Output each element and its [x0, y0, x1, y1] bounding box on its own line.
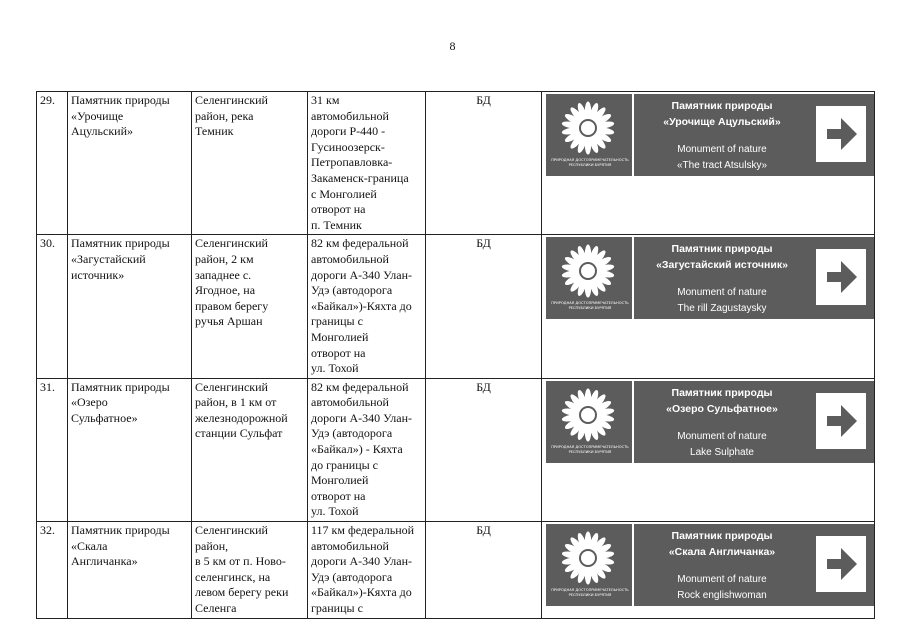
- monuments-table: [36, 91, 875, 619]
- location-cell: [192, 235, 308, 378]
- sign-name-ru: «Скала Англичанка»: [668, 546, 776, 559]
- road-description: 82 км федеральной автомобильной дороги А-340 Улан- Удэ (автодорога «Байкал»)-Кяхта до границы с Монголией отворот на ул. Тохой: [311, 236, 412, 376]
- monument-name: Памятник природы «Загустайский источник»: [71, 236, 170, 282]
- sign-emblem-caption: ПРИРОДНАЯ ДОСТОПРИМЕЧАТЕЛЬНОСТЬ РЕСПУБЛИКИ БУРЯТИЯ: [551, 444, 629, 454]
- flower-center-dot: [581, 264, 595, 278]
- sign-emblem-caption: ПРИРОДНАЯ ДОСТОПРИМЕЧАТЕЛЬНОСТЬ РЕСПУБЛИКИ БУРЯТИЯ: [551, 158, 629, 167]
- flower-center-dot: [581, 121, 595, 135]
- sign-emblem-caption: ПРИРОДНАЯ ДОСТОПРИМЕЧАТЕЛЬНОСТЬ РЕСПУБЛИКИ БУРЯТИЯ: [551, 301, 629, 311]
- monument-name: Памятник природы «Скала Англичанка»: [71, 523, 170, 569]
- sign-type: БД: [476, 236, 491, 251]
- sign-type-cell: [426, 235, 542, 378]
- sign-title-en: Monument of nature: [677, 430, 767, 442]
- sign-title-ru: Памятник природы: [671, 530, 773, 543]
- row-number-cell: [37, 235, 68, 378]
- arrow-right-icon: [816, 249, 866, 305]
- road-sign: [546, 237, 874, 319]
- table-row: [37, 235, 875, 378]
- road-cell: [308, 92, 426, 235]
- sign-name-en: «The tract Atsulsky»: [676, 160, 768, 171]
- table-row: [37, 378, 875, 521]
- sign-name-ru: «Урочище Ацульский»: [663, 116, 781, 128]
- location: Селенгинский район, река Темник: [195, 93, 268, 139]
- road-sign: [546, 94, 874, 176]
- table-row: [37, 522, 875, 619]
- location-cell: [192, 92, 308, 235]
- sign-name-ru: «Загустайский источник»: [656, 259, 788, 272]
- sign-title-ru: Памятник природы: [671, 243, 773, 256]
- road-description: 117 км федеральной автомобильной дороги А-340 Улан- Удэ (автодорога «Байкал»)-Кяхта до границы с: [311, 523, 415, 615]
- sign-type: БД: [476, 523, 491, 538]
- monument-name: Памятник природы «Урочище Ацульский»: [71, 93, 170, 139]
- sign-title-ru: Памятник природы: [671, 100, 773, 112]
- road-sign: [546, 524, 874, 606]
- road-description: 82 км федеральной автомобильной дороги А-340 Улан- Удэ (автодорога «Байкал») - Кяхта до границы с Монголией отворот на ул. Тохой: [311, 379, 412, 519]
- sign-image-cell: [542, 92, 875, 235]
- location-cell: [192, 378, 308, 521]
- monument-name-cell: [68, 235, 192, 378]
- monument-name: Памятник природы «Озеро Сульфатное»: [71, 379, 170, 425]
- sign-emblem-panel: [546, 381, 634, 463]
- road-cell: [308, 522, 426, 619]
- row-number: 30.: [40, 236, 55, 251]
- road-sign: [546, 381, 874, 463]
- location: Селенгинский район, 2 км западнее с. Ягодное, на правом берегу ручья Аршан: [195, 236, 269, 329]
- sign-image-cell: [542, 235, 875, 378]
- sign-arrow-box: [816, 536, 866, 592]
- row-number-cell: [37, 92, 68, 235]
- row-number-cell: [37, 522, 68, 619]
- monument-name-cell: [68, 378, 192, 521]
- sign-emblem-panel: [546, 524, 634, 606]
- road-description: 31 км автомобильной дороги Р-440 - Гусиноозерск- Петропавловка- Закаменск-граница с Монголией отворот на п. Темник: [311, 93, 409, 232]
- monument-name-cell: [68, 522, 192, 619]
- daisy-flower-icon: [560, 243, 616, 299]
- sign-image-cell: [542, 378, 875, 521]
- sign-name-en: Rock englishwoman: [677, 590, 767, 602]
- row-number-cell: [37, 378, 68, 521]
- page-number: 8: [449, 39, 456, 53]
- sign-text-panel: [636, 237, 808, 319]
- arrow-right-icon: [816, 393, 866, 449]
- sign-arrow-box: [816, 106, 866, 162]
- sign-text-panel: [636, 524, 808, 606]
- sign-title-en: Monument of nature: [677, 144, 767, 155]
- sign-name-ru: «Озеро Сульфатное»: [666, 402, 778, 415]
- location: Селенгинский район, в 1 км от железнодорожной станции Сульфат: [195, 379, 288, 441]
- sign-type-cell: [426, 522, 542, 619]
- daisy-flower-icon: [560, 530, 616, 586]
- sign-text-panel: [636, 94, 808, 176]
- flower-center-dot: [581, 551, 595, 565]
- sign-emblem-panel: [546, 94, 634, 176]
- sign-emblem-panel: [546, 237, 634, 319]
- location: Селенгинский район, в 5 км от п. Ново- селенгинск, на левом берегу реки Селенга: [195, 523, 289, 615]
- road-cell: [308, 378, 426, 521]
- row-number: 32.: [40, 523, 55, 538]
- road-cell: [308, 235, 426, 378]
- sign-emblem-caption: ПРИРОДНАЯ ДОСТОПРИМЕЧАТЕЛЬНОСТЬ РЕСПУБЛИКИ БУРЯТИЯ: [551, 588, 629, 598]
- sign-text-panel: [636, 381, 808, 463]
- flower-center-dot: [581, 408, 595, 422]
- table-row: [37, 92, 875, 235]
- sign-title-en: Monument of nature: [677, 287, 767, 299]
- sign-type: БД: [476, 379, 491, 394]
- arrow-right-icon: [816, 106, 866, 162]
- sign-arrow-box: [816, 393, 866, 449]
- arrow-right-icon: [816, 536, 866, 592]
- sign-type-cell: [426, 378, 542, 521]
- row-number: 29.: [40, 93, 55, 107]
- sign-title-ru: Памятник природы: [671, 386, 773, 399]
- sign-type-cell: [426, 92, 542, 235]
- sign-type: БД: [476, 93, 491, 107]
- monument-name-cell: [68, 92, 192, 235]
- location-cell: [192, 522, 308, 619]
- sign-arrow-box: [816, 249, 866, 305]
- sign-image-cell: [542, 522, 875, 619]
- row-number: 31.: [40, 379, 55, 394]
- sign-title-en: Monument of nature: [677, 574, 767, 586]
- sign-name-en: Lake Sulphate: [690, 446, 754, 458]
- daisy-flower-icon: [560, 100, 616, 156]
- sign-name-en: The rill Zagustaysky: [677, 303, 767, 315]
- daisy-flower-icon: [560, 387, 616, 443]
